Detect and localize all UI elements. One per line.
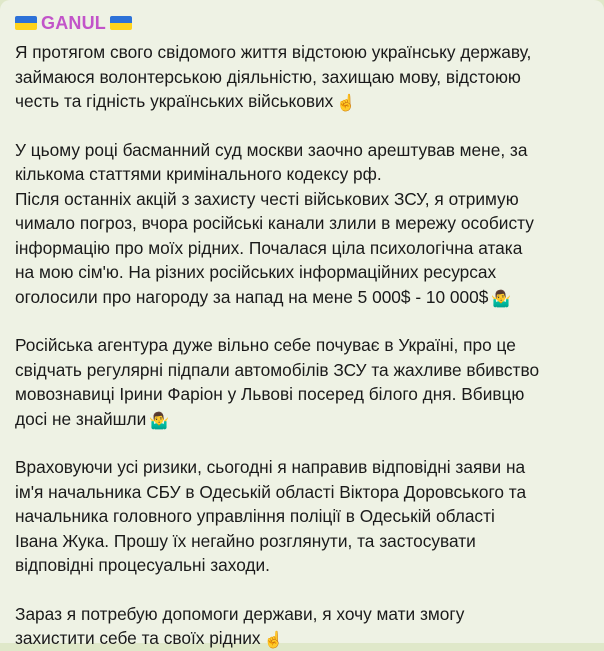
message-line: свідчать регулярні підпали автомобілів ЗСУ та жахливе вбивство	[15, 359, 540, 380]
message-line: Після останніх акцій з захисту честі військових ЗСУ, я отримую	[15, 188, 519, 209]
ukraine-flag-icon	[110, 16, 132, 30]
ukraine-flag-icon	[15, 16, 37, 30]
message-line: на мою сім'ю. На різних російських інформаційних ресурсах	[15, 262, 497, 282]
message-line: честь та гідність українських військових ☝	[15, 91, 357, 112]
message-header	[15, 10, 582, 36]
message-paragraph	[15, 40, 582, 114]
sender-name[interactable]: GANUL	[41, 12, 106, 33]
message-line: захистити себе та своїх рідних ☝	[15, 628, 284, 649]
message-line: займаюся волонтерською діяльністю, захищаю мову, відстоюю	[15, 66, 521, 87]
message-line: кількома статтями кримінального кодексу рф.	[15, 164, 382, 184]
pointing-up-hand-icon: ☝	[263, 632, 284, 649]
message-line: Івана Жука. Прошу їх негайно розглянути, та застосувати	[15, 530, 476, 551]
message-paragraph	[15, 138, 582, 310]
message-line: відповідні процесуальні заходи.	[15, 555, 270, 575]
message-line: Російська агентура дуже вільно себе почуває в Україні, про це	[15, 335, 516, 355]
message-line: Зараз я потребую допомоги держави, я хочу мати змогу	[15, 603, 465, 624]
message-paragraph	[15, 602, 582, 651]
message-line: ім'я начальника СБУ в Одеській області Віктора Доровського та	[15, 481, 527, 502]
message-line: мовознавиці Ірини Фаріон у Львові посеред білого дня. Вбивцю	[15, 384, 525, 404]
shrug-icon: 🤷‍♂️	[149, 412, 170, 430]
shrug-icon: 🤷‍♂️	[491, 290, 512, 308]
message-paragraph	[15, 455, 582, 578]
message-paragraph	[15, 333, 582, 431]
message-line: Враховуючи усі ризики, сьогодні я направив відповідні заяви на	[15, 457, 526, 477]
message-line: досі не знайшли 🤷‍♂️	[15, 408, 170, 430]
message-line: інформацію про моїх рідних. Почалася ціла психологічна атака	[15, 237, 523, 258]
message-line: У цьому році басманний суд москви заочно арештував мене, за	[15, 139, 528, 160]
pointing-up-hand-icon: ☝	[336, 95, 357, 112]
message-line: Я протягом свого свідомого життя відстоюю українську державу,	[15, 42, 532, 62]
message-line: чимало погроз, вчора російські канали злили в мережу особисту	[15, 213, 534, 233]
message-line: оголосили про нагороду за напад на мене 5 000$ - 10 000$ 🤷‍♂️	[15, 286, 512, 308]
message-line: начальника головного управління поліції в Одеській області	[15, 506, 495, 526]
